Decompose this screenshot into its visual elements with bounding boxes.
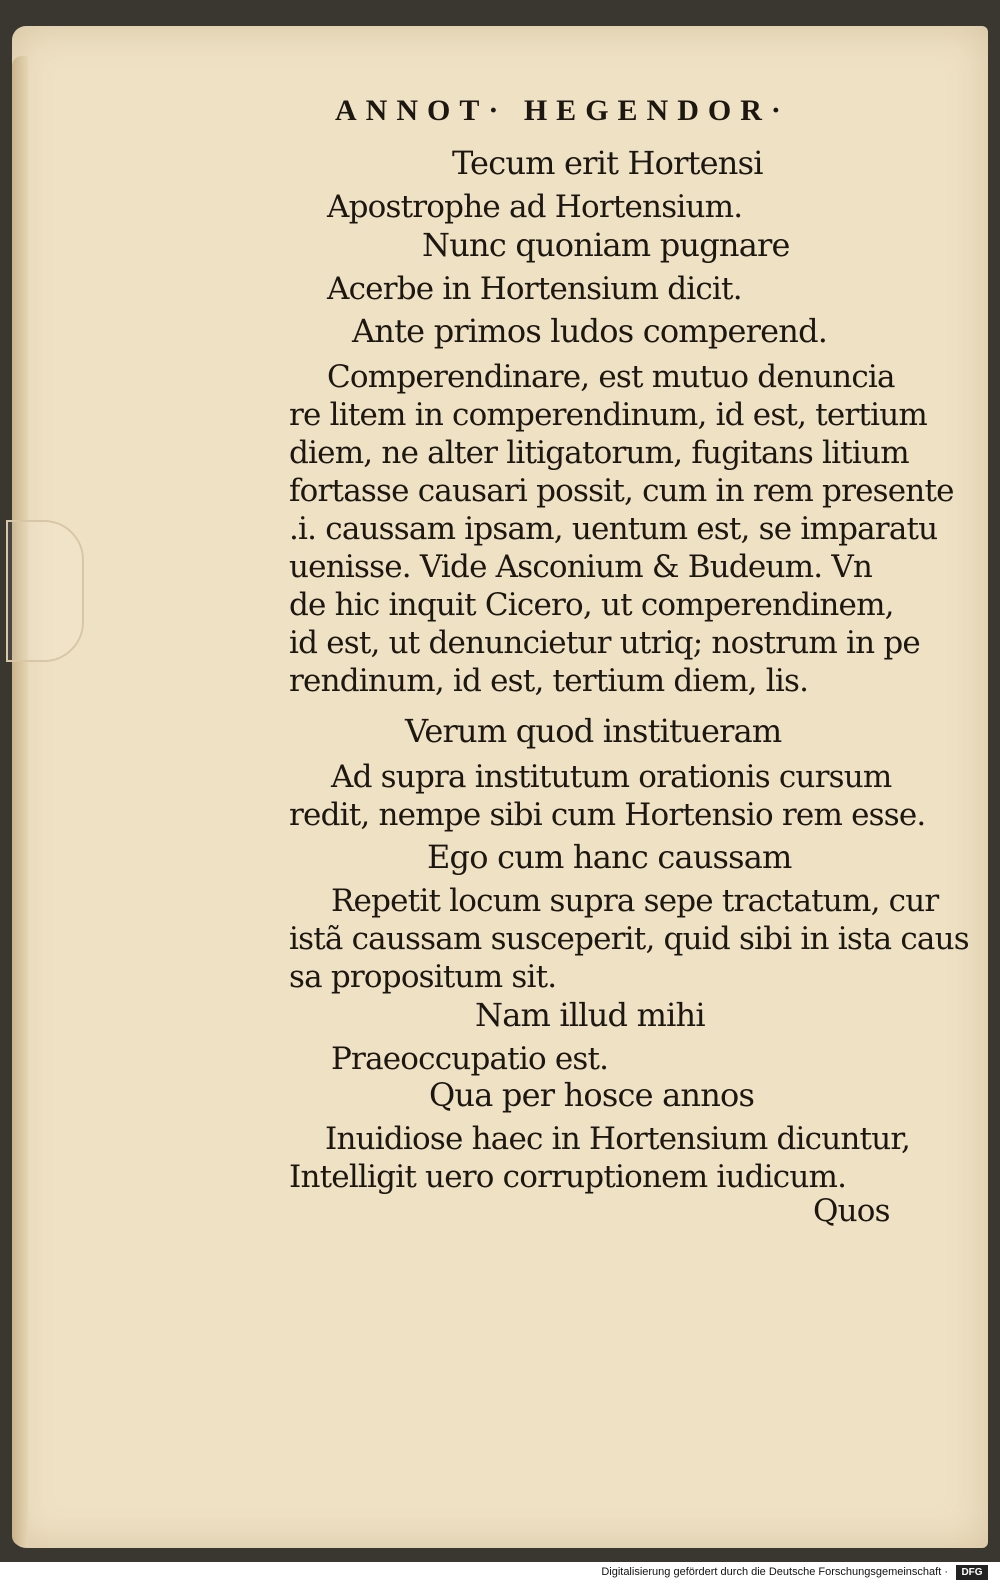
commentary-line: sa propositum sit.: [289, 959, 557, 995]
lemma-line: Qua per hosce annos: [429, 1076, 755, 1114]
commentary-line: re litem in comperendinum, id est, tertium: [289, 397, 927, 433]
commentary-line: uenisse. Vide Asconium & Budeum. Vn: [289, 549, 873, 585]
lemma-line: Ego cum hanc caussam: [427, 838, 792, 876]
commentary-line: Acerbe in Hortensium dicit.: [327, 271, 742, 307]
catchword: Quos: [813, 1193, 890, 1229]
commentary-line: Intelligit uero corruptionem iudicum.: [289, 1159, 847, 1195]
commentary-line: redit, nempe sibi cum Hortensio rem esse.: [289, 797, 926, 833]
footer-credit: Digitalisierung gefördert durch die Deutsche Forschungsgemeinschaft ·: [601, 1566, 948, 1578]
commentary-line: de hic inquit Cicero, ut comperendinem,: [289, 587, 894, 623]
lemma-line: Verum quod institueram: [405, 712, 782, 750]
digitization-footer: [0, 1562, 1000, 1587]
commentary-line: istã caussam susceperit, quid sibi in ista caus: [289, 921, 969, 957]
commentary-line: id est, ut denuncietur utriq; nostrum in pe: [289, 625, 920, 661]
dfg-logo: DFG: [956, 1565, 988, 1580]
page-tab-notch: [6, 520, 84, 662]
running-head: ANNOT· HEGENDOR·: [335, 94, 790, 127]
lemma-line: Nam illud mihi: [475, 996, 705, 1034]
lemma-line: Ante primos ludos comperend.: [352, 312, 828, 350]
commentary-line: fortasse causari possit, cum in rem presente: [289, 473, 954, 509]
commentary-line: diem, ne alter litigatorum, fugitans litium: [289, 435, 909, 471]
page-edge: [12, 56, 28, 1546]
lemma-line: Tecum erit Hortensi: [452, 144, 763, 182]
commentary-line: Apostrophe ad Hortensium.: [327, 189, 743, 225]
commentary-line: rendinum, id est, tertium diem, lis.: [289, 663, 809, 699]
lemma-line: Nunc quoniam pugnare: [422, 226, 790, 264]
commentary-line: Praeoccupatio est.: [331, 1041, 609, 1077]
commentary-line: Repetit locum supra sepe tractatum, cur: [331, 883, 939, 919]
commentary-line: Ad supra institutum orationis cursum: [331, 759, 892, 795]
commentary-line: Comperendinare, est mutuo denuncia: [327, 359, 895, 395]
commentary-line: .i. caussam ipsam, uentum est, se imparatu: [289, 511, 938, 547]
commentary-line: Inuidiose haec in Hortensium dicuntur,: [325, 1121, 911, 1157]
